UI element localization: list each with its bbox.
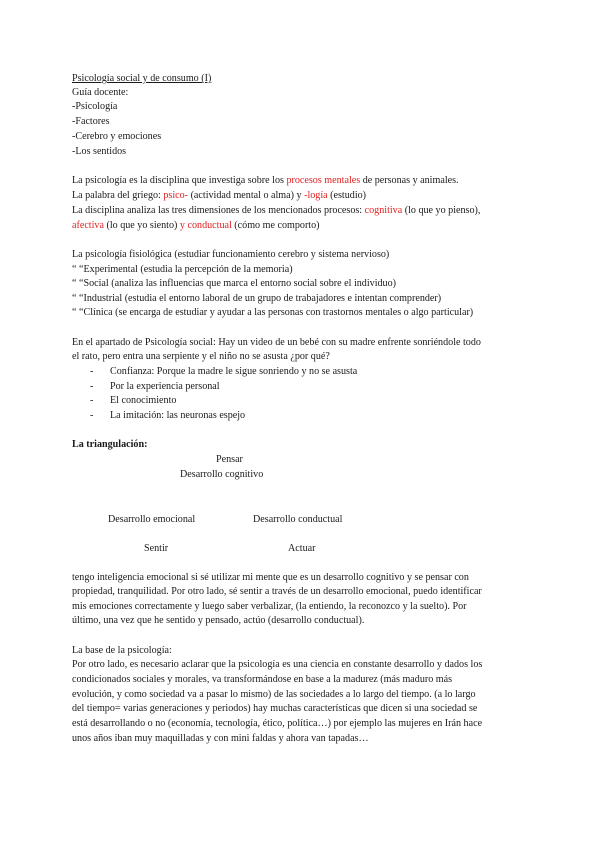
paragraph-line: está desarrollando o no (economía, tecnología, ético, política…) por ejemplo las mujeres en Irán hace bbox=[72, 718, 483, 729]
paragraph-line: del tiempo= varias generaciones y periodos) hay muchas características que dicen si una sociedad se bbox=[72, 703, 478, 714]
bullet-marker: - bbox=[90, 410, 94, 421]
paragraph-line: “ “Clínica (se encarga de estudiar y ayudar a las personas con trastornos mentales o algo particular) bbox=[72, 307, 474, 318]
guide-item: -Cerebro y emociones bbox=[72, 131, 162, 142]
guide-item: -Los sentidos bbox=[72, 146, 127, 157]
paragraph-line: evolución, y como sociedad va a pasar lo mismo) de las sociedades a lo largo del tiempo. (a lo largo bbox=[72, 689, 476, 700]
highlight: cognitiva bbox=[364, 205, 403, 216]
paragraph-line: Por otro lado, es necesario aclarar que la psicología es una ciencia en constante desarrollo y dados los bbox=[72, 659, 483, 670]
text: La disciplina analiza las tres dimensiones de los mencionados procesos: bbox=[72, 205, 365, 216]
bullet-item: Confianza: Porque la madre le sigue sonriendo y no se asusta bbox=[110, 366, 358, 377]
text: (actividad mental o alma) y bbox=[188, 190, 305, 201]
bullet-item: El conocimiento bbox=[110, 395, 177, 406]
paragraph-line: unos años iban muy maquilladas y con mini faldas y ahora van tapadas… bbox=[72, 733, 369, 744]
document-title: Psicología social y de consumo (I) bbox=[72, 73, 212, 84]
highlight: psico- bbox=[163, 190, 189, 201]
bullet-marker: - bbox=[90, 366, 94, 377]
paragraph-line: el rato, pero entra una serpiente y el niño no se asusta ¿por qué? bbox=[72, 351, 330, 362]
highlight: -logía bbox=[304, 190, 328, 201]
paragraph-line: “ “Industrial (estudia el entorno laboral de un grupo de trabajadores e intentan comprender) bbox=[72, 293, 442, 304]
text: de personas y animales. bbox=[360, 175, 459, 186]
bullet-item: Por la experiencia personal bbox=[110, 381, 220, 392]
paragraph-line bbox=[72, 204, 480, 218]
paragraph-line: “ “Experimental (estudia la percepción de la memoria) bbox=[72, 264, 293, 275]
diagram-label: Desarrollo emocional bbox=[108, 514, 196, 525]
paragraph-line: En el apartado de Psicología social: Hay un video de un bebé con su madre enfrente sonriéndole todo bbox=[72, 337, 481, 348]
paragraph-line: propiedad, tranquilidad. Por otro lado, sé sentir a través de un desarrollo emocional, puedo identificar bbox=[72, 586, 482, 597]
bullet-marker: - bbox=[90, 395, 94, 406]
diagram-label: Desarrollo conductual bbox=[253, 514, 343, 525]
paragraph-line: “ “Social (analiza las influencias que marca el entorno social sobre el individuo) bbox=[72, 278, 396, 289]
diagram-label: Sentir bbox=[144, 543, 169, 554]
guide-heading: Guía docente: bbox=[72, 87, 129, 98]
guide-item: -Factores bbox=[72, 116, 110, 127]
paragraph-line bbox=[72, 174, 459, 188]
text: (lo que yo pienso), bbox=[402, 205, 481, 216]
text: (lo que yo siento) bbox=[103, 220, 180, 231]
paragraph-line bbox=[72, 219, 320, 233]
bullet-item: La imitación: las neuronas espejo bbox=[110, 410, 246, 421]
paragraph-line: condicionados sociales y morales, va transformándose en base a la madurez (más maduro más bbox=[72, 674, 453, 685]
paragraph-line: último, una vez que he sentido y pensado, actúo (desarrollo conductual). bbox=[72, 615, 365, 626]
diagram-label: Pensar bbox=[216, 454, 243, 465]
highlight: procesos mentales bbox=[286, 175, 361, 186]
paragraph-line: tengo inteligencia emocional si sé utilizar mi mente que es un desarrollo cognitivo y se pensar con bbox=[72, 572, 469, 583]
bullet-marker: - bbox=[90, 381, 94, 392]
section-heading: La triangulación: bbox=[72, 439, 148, 450]
section-heading: La base de la psicología: bbox=[72, 645, 172, 656]
paragraph-line bbox=[72, 189, 366, 203]
highlight: afectiva bbox=[72, 220, 104, 231]
paragraph-line: La psicología fisiológica (estudiar funcionamiento cerebro y sistema nervioso) bbox=[72, 249, 390, 260]
text: (cómo me comporto) bbox=[231, 220, 320, 231]
text: (estudio) bbox=[327, 190, 367, 201]
diagram-label: Desarrollo cognitivo bbox=[180, 469, 264, 480]
highlight: y conductual bbox=[179, 220, 232, 231]
paragraph-line: mis emociones correctamente y luego saber verbalizar, (la entiendo, la reconozco y la suelto). Por bbox=[72, 601, 467, 612]
diagram-label: Actuar bbox=[288, 543, 316, 554]
text: La psicología es la disciplina que investiga sobre los bbox=[72, 175, 287, 186]
text: La palabra del griego: bbox=[72, 190, 164, 201]
guide-item: -Psicología bbox=[72, 101, 118, 112]
